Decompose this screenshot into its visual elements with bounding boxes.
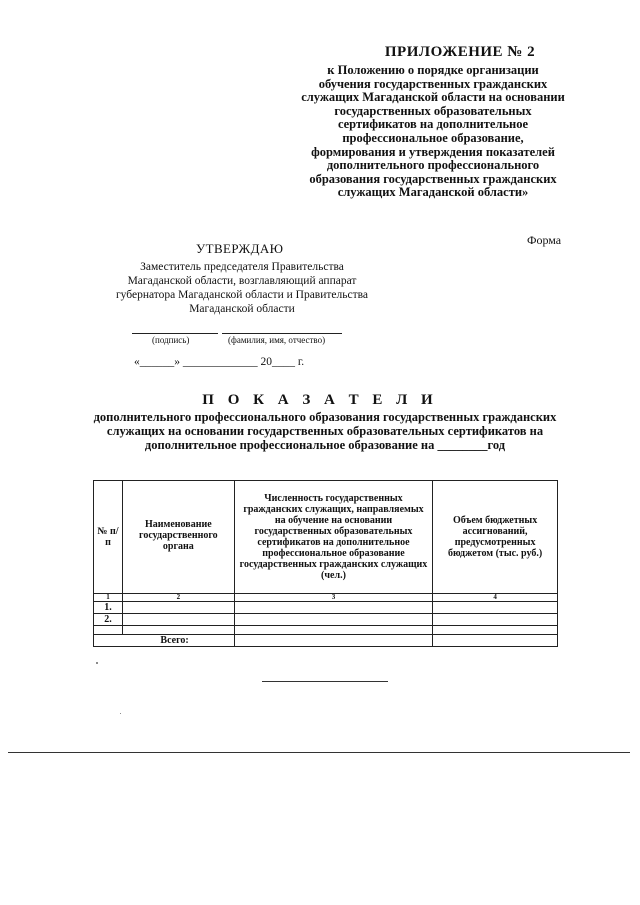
approval-date-line: «______» _____________ 20____ г. xyxy=(134,356,305,368)
column-number: 3 xyxy=(234,594,432,602)
indicators-table xyxy=(93,480,558,647)
row-count-cell[interactable] xyxy=(234,614,432,626)
column-number: 1 xyxy=(94,594,123,602)
full-name-caption: (фамилия, имя, отчество) xyxy=(228,335,326,345)
total-budget-cell[interactable] xyxy=(433,635,558,647)
row-number: 1. xyxy=(94,602,123,614)
document-title: П О К А З А Т Е Л И xyxy=(202,392,438,408)
row-organization-cell[interactable] xyxy=(122,626,234,635)
total-count-cell[interactable] xyxy=(234,635,432,647)
header-employee-count: Численность государственных гражданских служащих, направляемых на обучение на основании государственных образовательных сертификатов на дополнительное профессиональное образование государственных гражданских служащих (чел.) xyxy=(234,481,432,594)
table-row xyxy=(94,602,558,614)
row-number xyxy=(94,626,123,635)
header-budget: Объем бюджетных ассигнований, предусмотренных бюджетом (тыс. руб.) xyxy=(433,481,558,594)
page-bottom-edge xyxy=(8,752,630,753)
full-name-line xyxy=(222,333,342,334)
total-label: Всего: xyxy=(122,635,234,647)
header-number: № п/п xyxy=(94,481,123,594)
approval-signatory: Заместитель председателя Правительства Магаданской области, возглавляющий аппарат губернатора Магаданской области и Правительства Магаданской области xyxy=(115,261,369,315)
total-spacer xyxy=(94,635,123,647)
row-budget-cell[interactable] xyxy=(433,626,558,635)
table-row xyxy=(94,614,558,626)
table-header-row xyxy=(94,481,558,594)
table-row xyxy=(94,626,558,635)
row-number: 2. xyxy=(94,614,123,626)
row-organization-cell[interactable] xyxy=(122,602,234,614)
row-budget-cell[interactable] xyxy=(433,602,558,614)
row-organization-cell[interactable] xyxy=(122,614,234,626)
form-label: Форма xyxy=(527,233,562,247)
column-number: 2 xyxy=(122,594,234,602)
document-subtitle: дополнительного профессионального образования государственных гражданских служащих на основании государственных образовательных сертификатов на дополнительное профессиональное образование на ________год xyxy=(93,410,557,452)
column-number-row xyxy=(94,594,558,602)
header-organization: Наименование государственного органа xyxy=(122,481,234,594)
signature-line xyxy=(132,333,218,334)
appendix-description: к Положению о порядке организации обучения государственных гражданских служащих Магаданской области на основании государственных образовательных сертификатов на дополнительное профессиональное образование, формирования и утверждения показателей дополнительного профессионального образования государственных гражданских служащих Магаданской области» xyxy=(301,63,565,200)
appendix-title: ПРИЛОЖЕНИЕ № 2 xyxy=(384,44,536,60)
approval-title: УТВЕРЖДАЮ xyxy=(196,241,284,256)
column-number: 4 xyxy=(433,594,558,602)
footer-separator-line xyxy=(262,681,388,682)
scan-speck xyxy=(96,662,98,664)
signature-caption: (подпись) xyxy=(152,335,190,345)
table-total-row xyxy=(94,635,558,647)
row-count-cell[interactable] xyxy=(234,626,432,635)
row-count-cell[interactable] xyxy=(234,602,432,614)
scan-speck xyxy=(120,713,121,714)
row-budget-cell[interactable] xyxy=(433,614,558,626)
